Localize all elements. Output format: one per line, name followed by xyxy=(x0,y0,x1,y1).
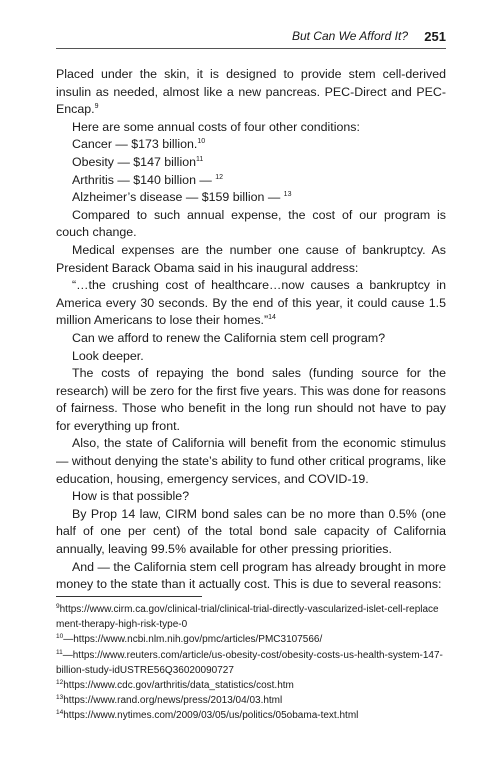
page-number: 251 xyxy=(424,29,446,44)
footnote: $^{10}$—https://www.ncbi.nlm.nih.gov/pmc/articles/PMC3107566/ xyxy=(56,633,323,646)
cost-item-arthritis: Arthritis — $140 billion — $^{12}$ xyxy=(72,172,224,187)
footnote-ref: 11 xyxy=(195,155,204,163)
paragraph: The costs of repaying the bond sales (funding source for the research) will be zero for the first five years. This was done for reasons of fairness. Those who benefit in the long run should not have to pay for everything up front. xyxy=(56,366,446,433)
cost-item-obesity: Obesity — $147 billion$^{11}$ xyxy=(72,154,204,169)
footnote-link: https://www.rand.org/news/press/2013/04/03.html xyxy=(63,695,283,707)
footnote-link: https://www.nytimes.com/2009/03/05/us/politics/05obama-text.html xyxy=(63,710,359,722)
footnote: $^{14}$https://www.nytimes.com/2009/03/05/us/politics/05obama-text.html xyxy=(56,709,359,722)
footnote: $^{12}$https://www.cdc.gov/arthritis/data_statistics/cost.htm xyxy=(56,679,294,692)
paragraph: Also, the state of California will benefit from the economic stimulus — without denying the state’s ability to fund other critical programs, like education, housing, emergency services, and COVID-19. xyxy=(56,436,446,486)
footnote: $^{13}$https://www.rand.org/news/press/2013/04/03.html xyxy=(56,694,283,707)
footnote-ref: 10 xyxy=(197,138,206,146)
footnote-ref: 13 xyxy=(283,191,292,199)
footnote-link: —https://www.reuters.com/article/us-obesity-cost/obesity-costs-us-health-system-147-billion-study-idUSTRE56Q36020090727 xyxy=(56,649,443,676)
footnote-ref: 9 xyxy=(94,103,99,111)
cost-item-alzheimers: Alzheimer’s disease — $159 billion — $^{13}$ xyxy=(72,190,292,205)
quote-paragraph: “…the crushing cost of healthcare…now causes a bankruptcy in America every 30 seconds. By the end of this year, it could cause 1.5 million Americans to lose their homes.”$^{14}$ xyxy=(56,278,446,328)
body-text xyxy=(56,66,446,594)
paragraph: Can we afford to renew the California stem cell program? xyxy=(72,330,386,345)
paragraph: By Prop 14 law, CIRM bond sales can be no more than 0.5% (one half of one per cent) of the total bond sale capacity of California annually, leaving 99.5% available for other pressing priorities. xyxy=(56,506,446,557)
footnote-link: —https://www.ncbi.nlm.nih.gov/pmc/articles/PMC3107566/ xyxy=(63,634,323,646)
footnote-ref: 14 xyxy=(268,314,276,322)
paragraph: Medical expenses are the number one cause of bankruptcy. As President Barack Obama said in his inaugural address: xyxy=(56,242,446,275)
footnote-ref: 12 xyxy=(215,173,224,181)
footnote: $^{11}$—https://www.reuters.com/article/us-obesity-cost/obesity-costs-us-health-system-147-billion-study-idUSTRE56Q36020090727 xyxy=(56,648,443,676)
footnotes xyxy=(56,602,446,724)
paragraph: Look deeper. xyxy=(72,348,144,363)
paragraph: Placed under the skin, it is designed to provide stem cell-derived insulin as needed, almost like a new pancreas. PEC-Direct and PEC-Encap.$^9$ xyxy=(56,67,446,117)
paragraph: Here are some annual costs of four other conditions: xyxy=(72,119,360,134)
cost-item-cancer: Cancer — $173 billion.$^{10}$ xyxy=(72,137,206,152)
paragraph: Compared to such annual expense, the cost of our program is couch change. xyxy=(56,207,446,240)
paragraph: How is that possible? xyxy=(72,489,190,504)
running-header xyxy=(56,26,446,49)
paragraph: And — the California stem cell program has already brought in more money to the state than it actually cost. This is due to several reasons: xyxy=(56,559,446,592)
footnote-link: https://www.cirm.ca.gov/clinical-trial/clinical-trial-directly-vascularized-islet-cell-replacement-therapy-high-risk-type-0 xyxy=(56,604,439,631)
footnote-divider xyxy=(56,596,202,597)
footnote-link: https://www.cdc.gov/arthritis/data_statistics/cost.htm xyxy=(63,680,294,692)
footnote: $^9$https://www.cirm.ca.gov/clinical-trial/clinical-trial-directly-vascularized-islet-cell-replacement-therapy-high-risk-type-0 xyxy=(56,603,439,631)
chapter-title: But Can We Afford It? xyxy=(291,29,408,43)
